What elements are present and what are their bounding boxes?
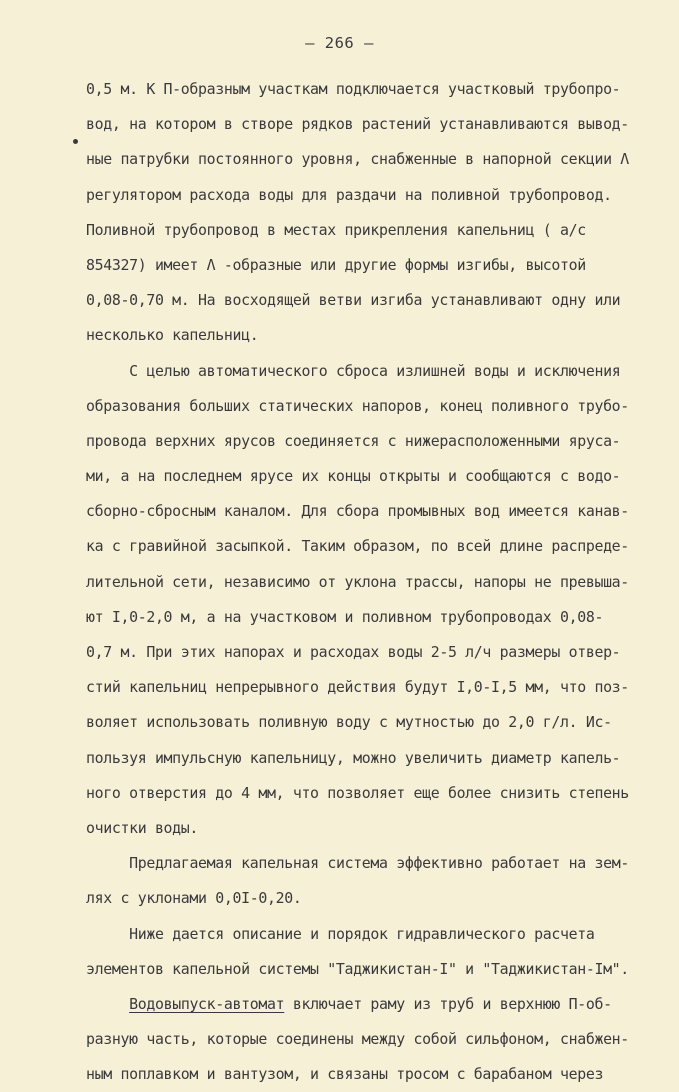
- text-line: стий капельниц непрерывного действия будут I,0-I,5 мм, что поз-: [86, 678, 629, 697]
- document-body: [86, 72, 646, 1092]
- text-line: ным поплавком и вантузом, и связаны тросом с барабаном через: [86, 1065, 604, 1084]
- section-heading-underlined: Водовыпуск-автомат: [129, 994, 285, 1013]
- text-line: разную часть, которые соединены между собой сильфоном, снабжен-: [86, 1030, 629, 1049]
- text-line: сборно-сбросным каналом. Для сбора промывных вод имеется канав-: [86, 502, 629, 521]
- paragraph-start-line: Ниже дается описание и порядок гидравлического расчета: [129, 924, 595, 943]
- text-line: Поливной трубопровод в местах прикрепления капельниц ( а/с: [86, 220, 586, 239]
- margin-dot-mark: [73, 139, 78, 144]
- text-line: ка с гравийной засыпкой. Таким образом, по всей длине распреде-: [86, 537, 629, 556]
- text-line: лительной сети, независимо от уклона трассы, напоры не превыша-: [86, 572, 629, 591]
- paragraph-start-line: Предлагаемая капельная система эффективно работает на зем-: [129, 854, 629, 873]
- text-line: 0,7 м. При этих напорах и расходах воды 2-5 л/ч размеры отвер-: [86, 643, 621, 661]
- text-line: 854327) имеет Λ -образные или другие формы изгибы, высотой: [86, 255, 586, 274]
- text-line: ные патрубки постоянного уровня, снабженные в напорной секции Λ: [86, 150, 629, 169]
- text-line: пользуя импульсную капельницу, можно увеличить диаметр капель-: [86, 748, 621, 767]
- text-line: регулятором расхода воды для раздачи на поливной трубопровод.: [86, 185, 612, 204]
- text-line: ми, а на последнем ярусе их концы открыты и сообщаются с водо-: [86, 467, 621, 486]
- text-line: несколько капельниц.: [86, 326, 259, 345]
- text-line-rest: включает раму из труб и верхнюю П-об-: [284, 994, 612, 1013]
- text-line: ют I,0-2,0 м, а на участковом и поливном трубопроводах 0,08-: [86, 607, 604, 626]
- text-line: образования больших статических напоров, конец поливного трубо-: [86, 396, 629, 415]
- text-line: очистки воды.: [86, 818, 199, 837]
- text-line: воляет использовать поливную воду с мутностью до 2,0 г/л. Ис-: [86, 713, 612, 732]
- text-line: 0,08-0,70 м. На восходящей ветви изгиба устанавливают одну или: [86, 291, 621, 310]
- text-line: элементов капельной системы "Таджикистан-I" и "Таджикистан-Iм".: [86, 959, 629, 978]
- text-line: ного отверстия до 4 мм, что позволяет еще более снизить степень: [86, 783, 629, 802]
- paragraph-start-line: С целью автоматического сброса излишней воды и исключения: [129, 361, 621, 380]
- text-line: лях с уклонами 0,0I-0,20.: [86, 889, 302, 908]
- paragraph-start-line: [86, 987, 635, 1022]
- text-line: 0,5 м. К П-образным участкам подключается участковый трубопро-: [86, 80, 621, 98]
- page-number: – 266 –: [305, 34, 374, 52]
- text-line: вод, на котором в створе рядков растений устанавливаются вывод-: [86, 115, 629, 134]
- text-line: провода верхних ярусов соединяется с нижерасположенными яруса-: [86, 431, 621, 450]
